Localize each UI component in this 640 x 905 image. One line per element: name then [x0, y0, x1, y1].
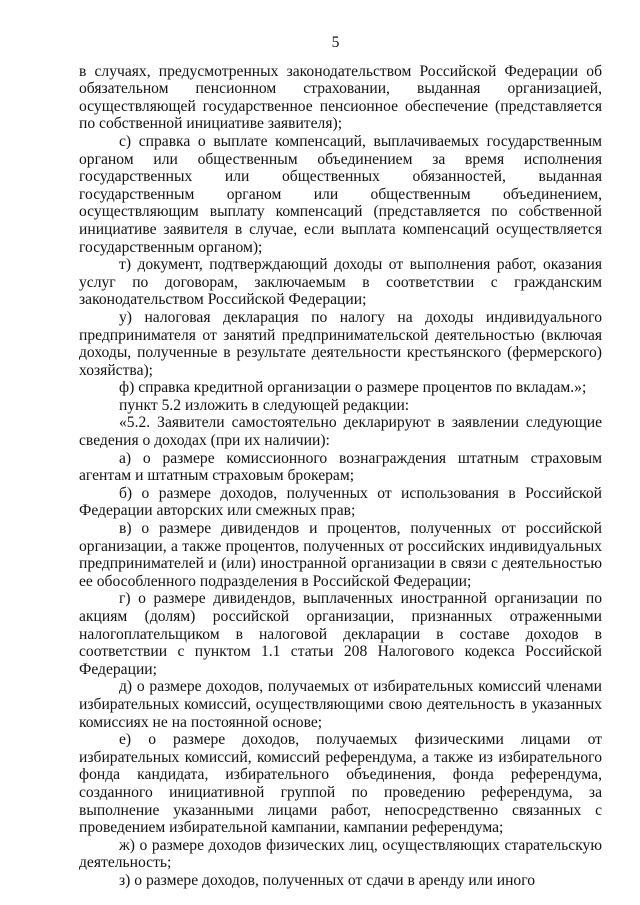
- paragraph-clause-5-2: «5.2. Заявители самостоятельно декларируют в заявлении следующие сведения о доходах (при их наличии):: [79, 414, 602, 450]
- paragraph-item-s: с) справка о выплате компенсаций, выплачиваемых государственным органом или общественным объединением за время исполнения государственных или общественных обязанностей, выданная государственным органом или общественным объединением, осуществляющим выплату компенсаций (представляется по собственной инициативе заявителя в случае, если выплата компенсаций осуществляется государственным органом);: [79, 132, 602, 256]
- paragraph-item-f: ф) справка кредитной организации о размере процентов по вкладам.»;: [119, 379, 587, 397]
- paragraph-item-a: а) о размере комиссионного вознаграждения штатным страховым агентам и штатным страховым брокерам;: [79, 449, 602, 485]
- paragraph-item-g: г) о размере дивидендов, выплаченных иностранной организации по акциям (долям) российской организации, признанных отраженными налогоплательщиком в налоговой декларации в составе доходов в соответствии с пунктом 1.1 статьи 208 Налогового кодекса Российской Федерации;: [79, 590, 602, 678]
- paragraph-continuation: в случаях, предусмотренных законодательством Российской Федерации об обязательном пенсионном страховании, выданная организацией, осуществляющей государственное пенсионное обеспечение (представляется по собственной инициативе заявителя);: [79, 62, 602, 133]
- paragraph-item-z: з) о размере доходов, полученных от сдачи в аренду или иного: [119, 871, 536, 889]
- paragraph-item-zh: ж) о размере доходов физических лиц, осуществляющих старательскую деятельность;: [79, 836, 602, 872]
- paragraph-amendment-instruction: пункт 5.2 изложить в следующей редакции:: [119, 396, 410, 414]
- paragraph-item-b: б) о размере доходов, полученных от использования в Российской Федерации авторских или смежных прав;: [79, 484, 602, 520]
- page-number: 5: [331, 34, 340, 51]
- paragraph-item-d: д) о размере доходов, получаемых от избирательных комиссий членами избирательных комиссий, осуществляющими свою деятельность в указанных комиссиях не на постоянной основе;: [79, 678, 602, 731]
- paragraph-item-u: у) налоговая декларация по налогу на доходы индивидуального предпринимателя от занятий предпринимательской деятельностью (включая доходы, полученные в результате деятельности крестьянского (фермерского) хозяйства);: [79, 308, 602, 379]
- paragraph-item-v: в) о размере дивидендов и процентов, полученных от российской организации, а также процентов, полученных от российских индивидуальных предпринимателей и (или) иностранной организации в связи с деятельностью ее обособленного подразделения в Российской Федерации;: [79, 520, 602, 590]
- paragraph-item-e: е) о размере доходов, получаемых физическими лицами от избирательных комиссий, комиссий референдума, а также из избирательного фонда кандидата, избирательного объединения, фонда референдума, созданного инициативной группой по проведению референдума, за выполнение указанными лицами работ, непосредственно связанных с проведением избирательной кампании, кампании референдума;: [79, 731, 602, 837]
- paragraph-item-t: т) документ, подтверждающий доходы от выполнения работ, оказания услуг по договорам, заключаемым в соответствии с гражданским законодательством Российской Федерации;: [79, 256, 602, 309]
